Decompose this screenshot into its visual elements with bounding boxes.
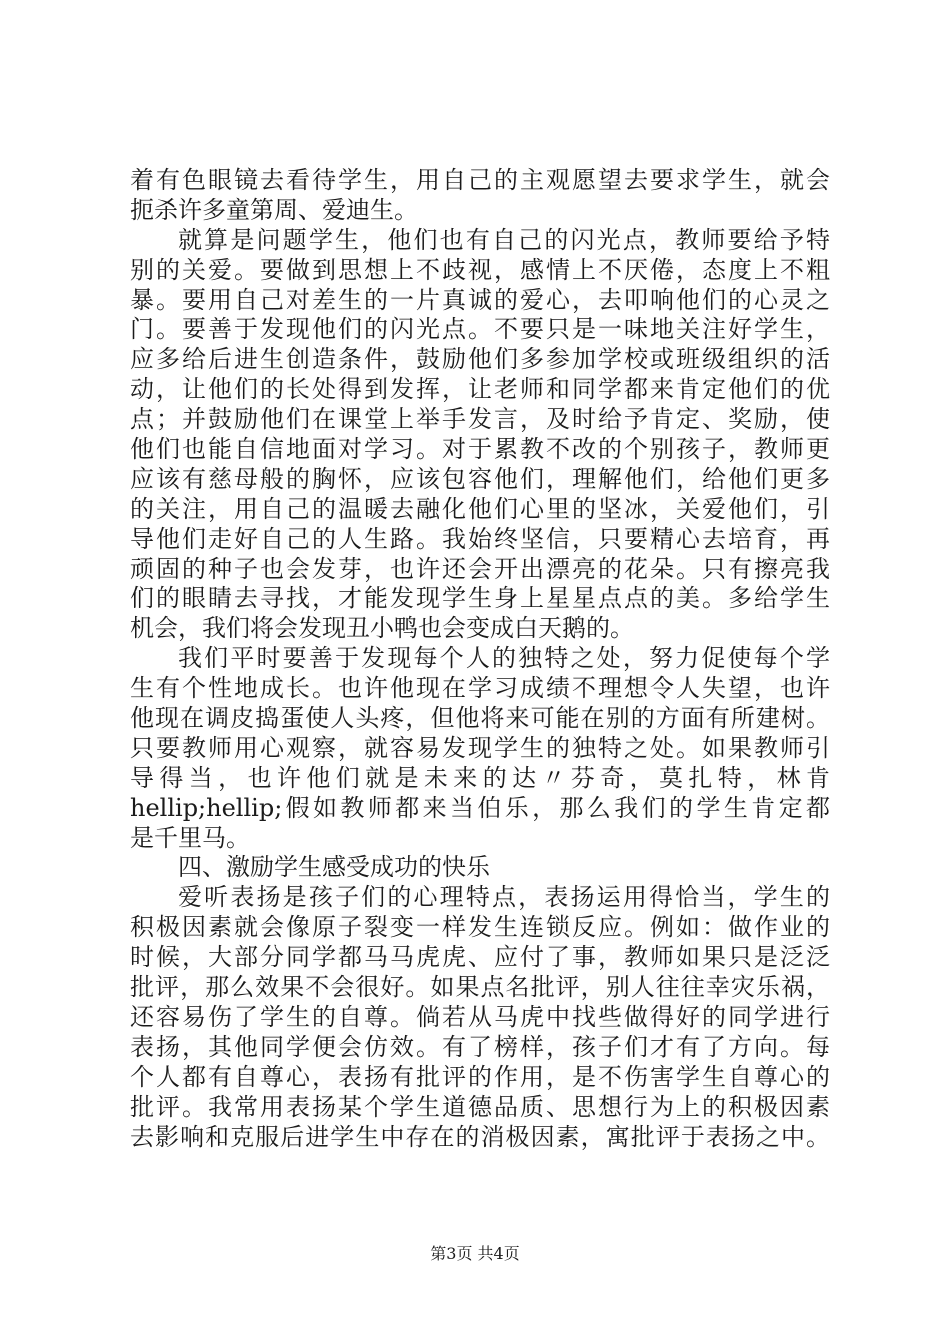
text-line: 只要教师用心观察，就容易发现学生的独特之处。如果教师引 bbox=[130, 733, 830, 762]
text-line: 他现在调皮捣蛋使人头疼，但他将来可能在别的方面有所建树。 bbox=[130, 704, 830, 733]
page-footer: 第3页 共4页 bbox=[430, 1244, 520, 1263]
text-line: 机会，我们将会发现丑小鸭也会变成白天鹅的。 bbox=[130, 614, 634, 643]
text-line: 导得当，也许他们就是未来的达〃芬奇，莫扎特，林肯 bbox=[130, 763, 830, 792]
body-text bbox=[130, 166, 830, 1152]
text-line: 着有色眼镜去看待学生，用自己的主观愿望去要求学生，就会 bbox=[130, 166, 830, 194]
text-line: 他们也能自信地面对学习。对于累教不改的个别孩子，教师更 bbox=[130, 435, 830, 464]
text-line: 还容易伤了学生的自尊。倘若从马虎中找些做得好的同学进行 bbox=[130, 1002, 830, 1031]
text-line: 门。要善于发现他们的闪光点。不要只是一味地关注好学生， bbox=[130, 315, 830, 344]
text-line: 爱听表扬是孩子们的心理特点，表扬运用得恰当，学生的 bbox=[178, 883, 830, 912]
text-line: 点；并鼓励他们在课堂上举手发言，及时给予肯定、奖励，使 bbox=[130, 405, 830, 434]
text-line: 别的关爱。要做到思想上不歧视，感情上不厌倦，态度上不粗 bbox=[130, 255, 830, 284]
text-line: 导他们走好自己的人生路。我始终坚信，只要精心去培育，再 bbox=[130, 524, 830, 553]
text-line: 是千里马。 bbox=[130, 823, 250, 852]
text-line: 应多给后进生创造条件，鼓励他们多参加学校或班级组织的活 bbox=[130, 345, 830, 374]
text-line: 时候，大部分同学都马马虎虎、应付了事，教师如果只是泛泛 bbox=[130, 943, 830, 972]
text-line: 扼杀许多童第周、爱迪生。 bbox=[130, 195, 418, 224]
text-line: 表扬，其他同学便会仿效。有了榜样，孩子们才有了方向。每 bbox=[130, 1032, 830, 1061]
text-line: hellip;hellip;假如教师都来当伯乐，那么我们的学生肯定都 bbox=[130, 793, 830, 822]
section-heading: 四、激励学生感受成功的快乐 bbox=[178, 853, 490, 882]
text-line: 暴。要用自己对差生的一片真诚的爱心，去叩响他们的心灵之 bbox=[130, 285, 830, 314]
text-line: 批评，那么效果不会很好。如果点名批评，别人往往幸灾乐祸， bbox=[130, 973, 830, 1002]
text-line: 批评。我常用表扬某个学生道德品质、思想行为上的积极因素 bbox=[130, 1092, 830, 1121]
text-line: 的关注，用自己的温暖去融化他们心里的坚冰，关爱他们，引 bbox=[130, 494, 830, 523]
text-line: 我们平时要善于发现每个人的独特之处，努力促使每个学 bbox=[178, 644, 830, 673]
text-line: 去影响和克服后进学生中存在的消极因素，寓批评于表扬之中。 bbox=[130, 1122, 830, 1151]
text-line: 们的眼睛去寻找，才能发现学生身上星星点点的美。多给学生 bbox=[130, 584, 830, 613]
text-line: 生有个性地成长。也许他现在学习成绩不理想令人失望，也许 bbox=[130, 674, 830, 703]
text-line: 就算是问题学生，他们也有自己的闪光点，教师要给予特 bbox=[178, 225, 830, 254]
text-line: 顽固的种子也会发芽，也许还会开出漂亮的花朵。只有擦亮我 bbox=[130, 554, 830, 583]
text-line: 积极因素就会像原子裂变一样发生连锁反应。例如：做作业的 bbox=[130, 913, 830, 942]
text-line: 应该有慈母般的胸怀，应该包容他们，理解他们，给他们更多 bbox=[130, 464, 830, 493]
text-line: 动，让他们的长处得到发挥，让老师和同学都来肯定他们的优 bbox=[130, 375, 830, 404]
text-line: 个人都有自尊心，表扬有批评的作用，是不伤害学生自尊心的 bbox=[130, 1062, 830, 1091]
